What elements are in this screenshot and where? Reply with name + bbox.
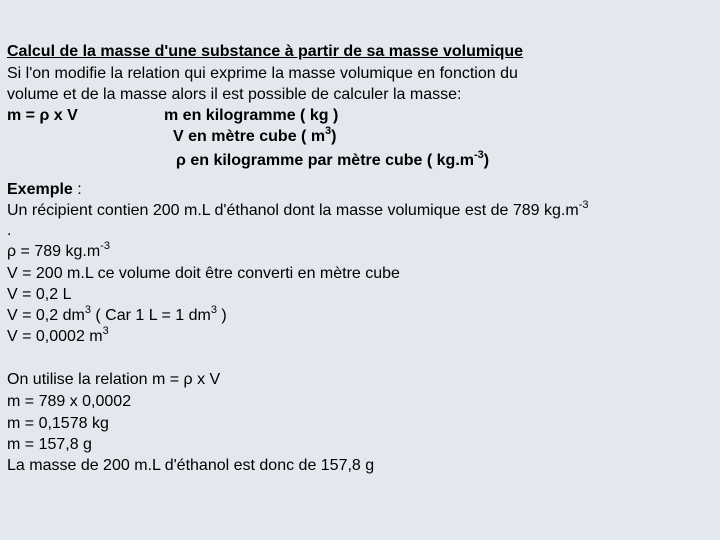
- solution-line-2: m = 789 x 0,0002: [7, 393, 132, 410]
- example-rho-value: ρ = 789 $kg.m^{-3}$: [7, 239, 110, 260]
- example-volume-line-3: V = 0,2 $dm^3$ ( Car 1 L = 1 $dm^3$ ): [7, 303, 227, 324]
- example-statement: Un récipient contien 200 m.L d'éthanol dont la masse volumique est de 789 $kg.m^{-3}$: [7, 198, 589, 219]
- solution-line-4: m = 157,8 g: [7, 436, 92, 453]
- example-volume-line-1: V = 200 m.L ce volume doit être converti en mètre cube: [7, 265, 400, 282]
- example-heading: Exemple :: [7, 181, 82, 198]
- intro-line-1: Si l'on modifie la relation qui exprime la masse volumique en fonction du: [7, 65, 518, 82]
- example-statement-dot: .: [7, 222, 12, 239]
- solution-line-3: m = 0,1578 kg: [7, 415, 109, 432]
- formula-m-definition: m en kilogramme ( kg ): [164, 107, 339, 124]
- intro-line-2: volume et de la masse alors il est possible de calculer la masse:: [7, 86, 462, 103]
- solution-line-5: La masse de 200 m.L d'éthanol est donc de 157,8 g: [7, 457, 375, 474]
- page-title: Calcul de la masse d'une substance à partir de sa masse volumique: [7, 43, 524, 60]
- example-volume-line-4: V = 0,0002 $m^3$: [7, 324, 109, 345]
- formula-rho-definition: ρ en kilogramme par mètre cube ( $kg.m^{-3}$): [176, 148, 490, 169]
- formula-v-definition: V en mètre cube ( $m^3$): [173, 124, 337, 145]
- formula-expression: m = ρ x V: [7, 107, 78, 124]
- solution-line-1: On utilise la relation m = ρ x V: [7, 371, 221, 388]
- example-volume-line-2: V = 0,2 L: [7, 286, 72, 303]
